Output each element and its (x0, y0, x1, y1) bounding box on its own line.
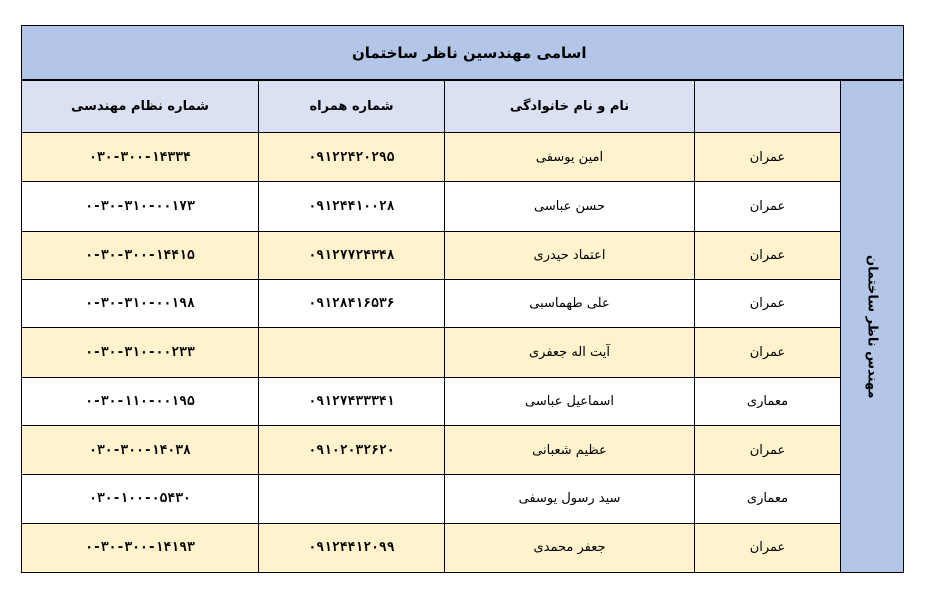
header-field (695, 81, 841, 133)
table-header-row (22, 81, 841, 133)
field-cell: عمران (695, 328, 841, 377)
registration-cell: ۰-۳۰-۳۰۰-۱۴۴۱۵ (22, 231, 259, 279)
table-row (22, 523, 841, 572)
name-cell: علی طهماسبی (445, 279, 695, 327)
phone-cell: ۰۹۱۲۷۷۲۴۳۴۸ (259, 231, 445, 279)
field-cell: معماری (695, 377, 841, 425)
field-cell: عمران (695, 133, 841, 182)
table-row (22, 328, 841, 377)
field-cell: عمران (695, 231, 841, 279)
phone-cell: ۰۹۱۲۸۴۱۶۵۳۶ (259, 279, 445, 327)
table-row (22, 133, 841, 182)
title-bar (21, 25, 904, 80)
table-row (22, 425, 841, 474)
name-cell: عظیم شعبانی (445, 425, 695, 474)
name-cell: اسماعیل عباسی (445, 377, 695, 425)
name-cell: امین یوسفی (445, 133, 695, 182)
phone-cell: ۰۹۱۲۷۴۳۳۳۴۱ (259, 377, 445, 425)
table-row (22, 231, 841, 279)
registration-cell: ۰-۳۰-۱۱۰-۰۰۱۹۵ (22, 377, 259, 425)
field-cell: عمران (695, 523, 841, 572)
phone-cell (259, 475, 445, 523)
field-cell: معماری (695, 475, 841, 523)
registration-cell: ۰۳۰-۱۰۰-۰۵۴۳۰ (22, 475, 259, 523)
header-phone: شماره همراه (259, 81, 445, 133)
side-label (840, 80, 904, 573)
phone-cell: ۰۹۱۲۲۴۲۰۲۹۵ (259, 133, 445, 182)
header-name: نام و نام خانوادگی (445, 81, 695, 133)
header-registration: شماره نظام مهندسی (22, 81, 259, 133)
name-cell: آیت اله جعفری (445, 328, 695, 377)
registration-cell: ۰۳۰-۳۰۰-۱۴۰۳۸ (22, 425, 259, 474)
registration-cell: ۰۳۰-۳۰۰-۱۴۳۳۴ (22, 133, 259, 182)
phone-cell: ۰۹۱۲۴۴۱۰۰۲۸ (259, 182, 445, 231)
table-row (22, 377, 841, 425)
phone-cell: ۰۹۱۰۲۰۳۲۶۲۰ (259, 425, 445, 474)
name-cell: حسن عباسی (445, 182, 695, 231)
registration-cell: ۰-۳۰-۳۱۰-۰۰۲۳۳ (22, 328, 259, 377)
field-cell: عمران (695, 182, 841, 231)
phone-cell: ۰۹۱۲۴۴۱۲۰۹۹ (259, 523, 445, 572)
table-row (22, 475, 841, 523)
registration-cell: ۰-۳۰-۳۱۰-۰۰۱۹۸ (22, 279, 259, 327)
side-label-text: مهندس ناظر ساختمان (864, 254, 880, 399)
phone-cell (259, 328, 445, 377)
field-cell: عمران (695, 425, 841, 474)
table-row (22, 279, 841, 327)
name-cell: اعتماد حیدری (445, 231, 695, 279)
name-cell: سید رسول یوسفی (445, 475, 695, 523)
engineers-table (21, 80, 841, 573)
name-cell: جعفر محمدی (445, 523, 695, 572)
field-cell: عمران (695, 279, 841, 327)
table-row (22, 182, 841, 231)
registration-cell: ۰-۳۰-۳۰۰-۱۴۱۹۳ (22, 523, 259, 572)
registration-cell: ۰-۳۰-۳۱۰-۰۰۱۷۳ (22, 182, 259, 231)
page-title: اسامی مهندسین ناظر ساختمان (352, 43, 587, 62)
